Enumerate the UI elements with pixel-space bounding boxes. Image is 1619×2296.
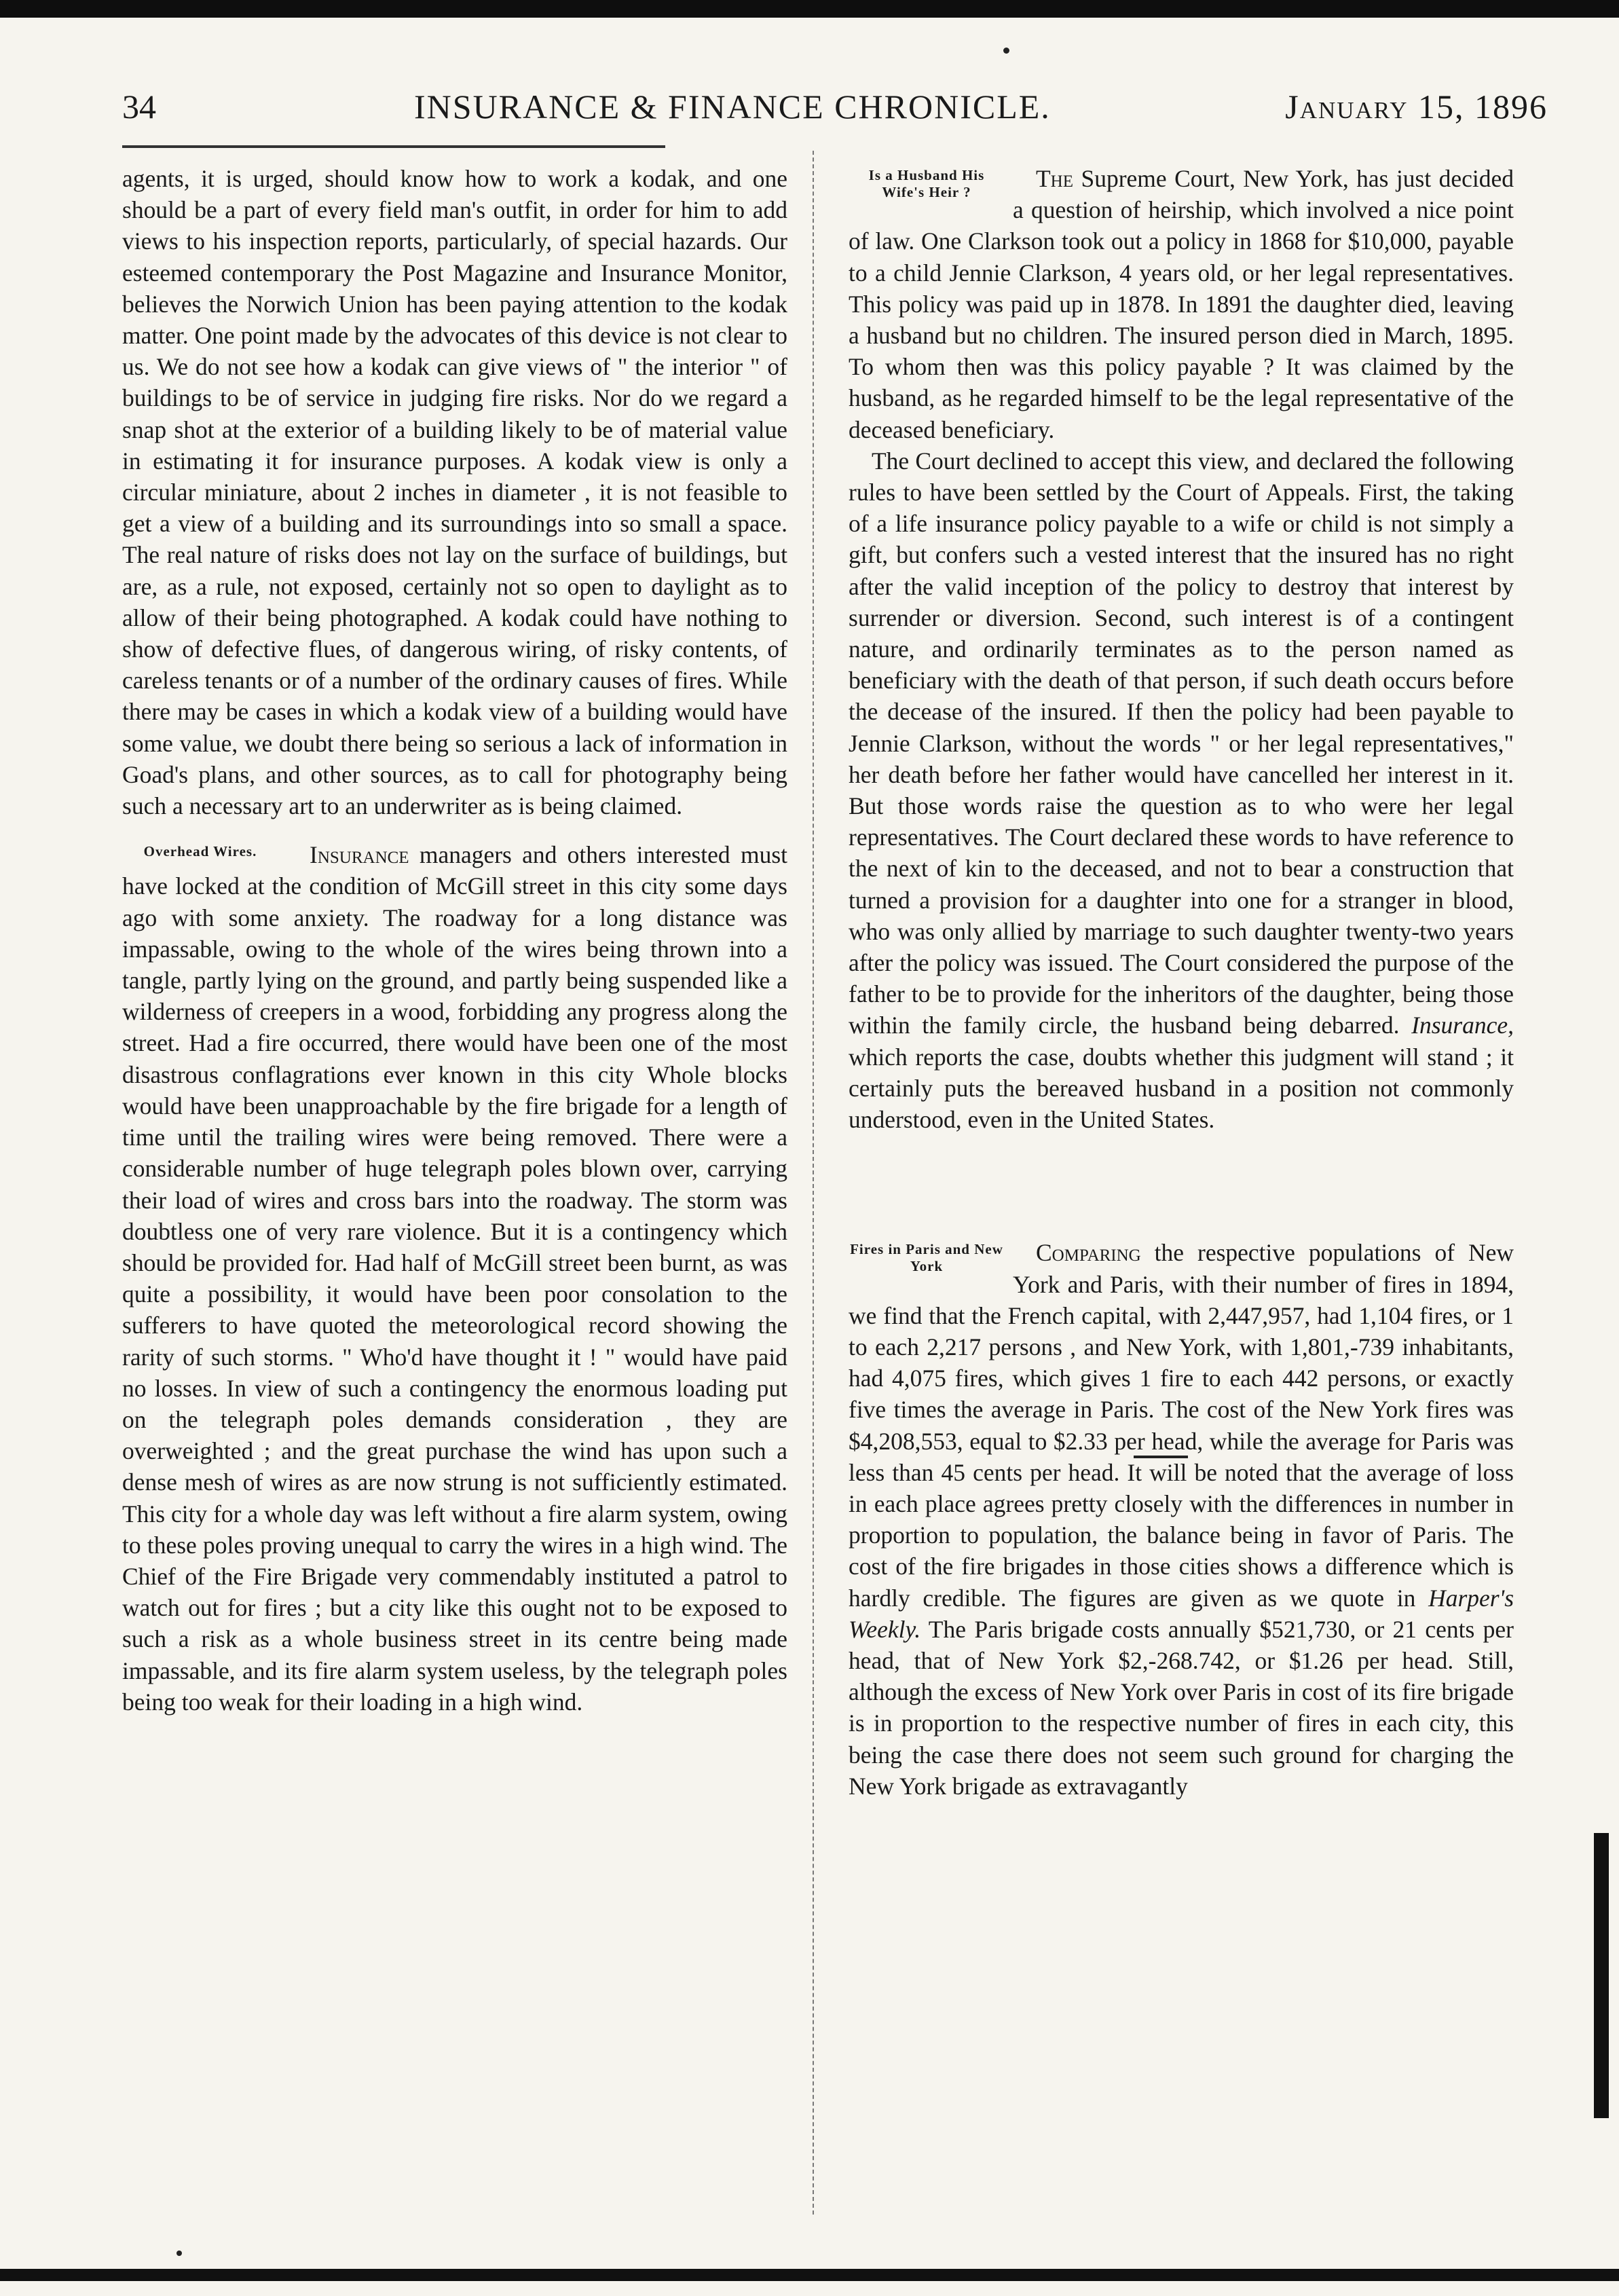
page-header [122, 87, 1548, 134]
heirship-paragraph-2 [849, 445, 1514, 1135]
heirship-article [849, 163, 1514, 445]
overhead-wires-article [122, 839, 787, 1718]
heirship-lead: The [1036, 165, 1074, 192]
heirship-body-3: which reports the case, doubts whether this judgment will stand ; it certainly puts the bereaved husband in a position not commonly understood, even in the United States. [849, 1043, 1514, 1134]
header-rule [122, 145, 665, 148]
fires-body-1: the respective populations of New York and Paris, with their number of fires in 1894, we find that the French capital, with 2,447,957, had 1,104 fires, or 1 to each 2,217 persons , and New York, with 1,801,-739 inhabitants, had 4,075 fires, which gives 1 fire to each 442 persons, or exactly five times the average in Paris. The cost of the New York fires was $4,208,553, equal to $2.33 per head, while the average for Paris was less than 45 cents per head. It will be noted that the average of loss in each place agrees pretty closely with the differences in number in proportion to population, the balance being in favor of Paris. The cost of the fire brigades in those cities shows a difference which is hardly credible. The figures are given as we quote in [849, 1239, 1514, 1612]
fires-source: Harper's Weekly. [849, 1584, 1514, 1643]
fires-side-heading: Fires in Paris and New York [850, 1241, 1003, 1275]
heirship-source: Insurance, [1411, 1012, 1514, 1039]
heirship-body-1: Supreme Court, New York, has just decided a question of heirship, which involved a nice point of law. One Clarkson took out a policy in 1868 for $10,000, payable to a child Jennie Clarkson, 4 years old, or her legal representatives. This policy was paid up in 1878. In 1891 the daughter died, leaving a husband but no children. The insured person died in March, 1895. To whom then was this policy payable ? It was claimed by the husband, as he regarded himself to be the legal representative of the deceased beneficiary. [849, 165, 1514, 443]
page-number: 34 [122, 88, 156, 126]
scan-speck-bottom [176, 2251, 182, 2256]
fires-article [849, 1237, 1514, 1802]
heirship-body-2: The Court declined to accept this view, and declared the following rules to have been settled by the Court of Appeals. First, the taking of a life insurance policy payable to a wife or child is not simply a gift, but confers such a vested interest that the insured has no right after the valid inception of the policy to destroy that interest by surrender or diversion. Second, such interest is of a contingent nature, and ordinarily terminates as to the person named as beneficiary with the death of that person, if such death occurs before the decease of the insured. If then the policy had been payable to Jennie Clarkson, without the words " or her legal representatives," her death before her father would have cancelled her interest in it. But those words raise the question as to who were her legal representatives. The Court declared these words to have reference to the next of kin to the deceased, and not to bear a construction that turned a provision for a daughter into one for a stranger in blood, who was only allied by marriage to such daughter twenty-two years after the policy was issued. The Court considered the purpose of the father to be to provide for the inheritors of the daughter, being those within the family circle, the husband being debarred. [849, 447, 1514, 1039]
column-divider [813, 151, 815, 2215]
overhead-wires-body: managers and others interested must have locked at the condition of McGill street in this city some days ago with some anxiety. The roadway for a long distance was impassable, owing to the whole of the wires being thrown into a tangle, partly lying on the ground, and partly being suspended like a wilderness of creepers in a wood, forbidding any progress along the street. Had a fire occurred, there would have been one of the most disastrous conflagrations ever known in this city Whole blocks would have been unapproachable by the fire brigade for a length of time until the trailing wires were being removed. There were a considerable number of huge telegraph poles blown over, carrying their load of wires and cross bars into the roadway. The storm was doubtless one of very rare violence. But it is a contingency which should be provided for. Had half of McGill street been burnt, as was quite a possibility, it would have been poor consolation to the sufferers to have quoted the meteorological record showing the rarity of such storms. " Who'd have thought it ! " would have paid no losses. In view of such a contingency the enormous loading put on the telegraph poles demands consideration , they are overweighted ; and the great purchase the wind has upon such a dense mesh of wires as are now strung is not sufficiently estimated. This city for a whole day was left without a fire alarm system, owing to these poles proving unequal to carry the wires in a high wind. The Chief of the Fire Brigade very commendably instituted a patrol to watch out for fires ; but a city like this ought not to be exposed to such a risk as a whole business street in its centre being made impassable, and its fire alarm system useless, by the telegraph poles being too weak for their loading in a high wind. [122, 841, 787, 1716]
overhead-wires-side-heading: Overhead Wires. [143, 843, 257, 860]
heirship-side-heading: Is a Husband His Wife's Heir ? [868, 167, 985, 200]
overhead-wires-lead: Insurance [310, 841, 409, 869]
right-scan-border [1594, 1833, 1609, 2118]
top-scan-border [0, 0, 1619, 18]
right-column [849, 163, 1514, 1802]
fires-body-2: The Paris brigade costs annually $521,730, or 21 cents per head, that of New York $2,-268.742, or $1.26 per head. Still, although the excess of New York over Paris in cost of its fire brigade is in proportion to the respective number of fires in each city, this being the case there does not seem such ground for charging the New York brigade as extravagantly [849, 1615, 1514, 1800]
kodak-article: agents, it is urged, should know how to work a kodak, and one should be a part of every field man's outfit, in order for him to add views to his inspection reports, particularly, of special hazards. Our esteemed contemporary the Post Magazine and Insurance Monitor, believes the Norwich Union has been paying attention to the kodak matter. One point made by the advocates of this device is not clear to us. We do not see how a kodak can give views of " the interior " of buildings to be of service in judging fire risks. Nor do we regard a snap shot at the exterior of a building likely to be of material value in estimating it for insurance purposes. A kodak view is only a circular miniature, about 2 inches in diameter , it is not feasible to get a view of a building and its surroundings into so small a space. The real nature of risks does not lay on the surface of buildings, but are, as a rule, not exposed, certainly not so open to daylight as to allow of their being photographed. A kodak could have nothing to show of defective flues, of dangerous wiring, of risky contents, of careless tenants or of a number of the ordinary causes of fires. While there may be cases in which a kodak view of a building would have some value, we doubt there being so serious a lack of information in Goad's plans, and other sources, as to call for photography being such a necessary art to an underwriter as is being claimed. [122, 165, 787, 820]
scan-speck [1003, 48, 1009, 54]
bottom-scan-border [0, 2269, 1619, 2281]
left-column [122, 163, 787, 1718]
issue-date: January 15, 1896 [1285, 88, 1548, 126]
fires-lead: Comparing [1036, 1239, 1141, 1267]
journal-title: INSURANCE & FINANCE CHRONICLE. [414, 88, 1051, 126]
